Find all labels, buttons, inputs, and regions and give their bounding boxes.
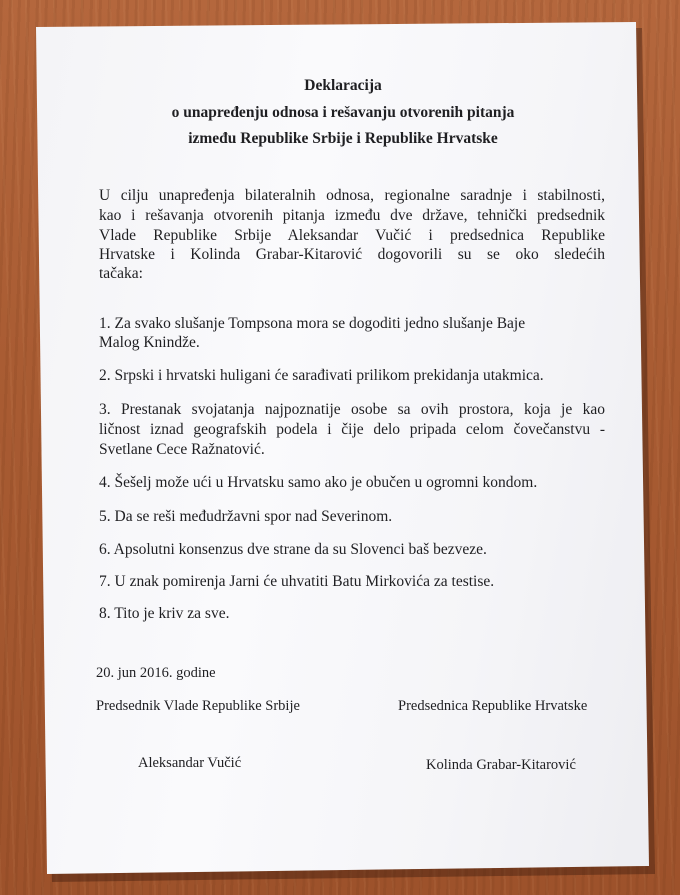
document-title: Deklaracija xyxy=(304,77,382,94)
intro-line-1: U cilju unapređenja bilateralnih odnosa, regionalne saradnje i stabilnosti, xyxy=(99,187,605,204)
point-7: 7. U znak pomirenja Jarni će uhvatiti Batu Mirkovića za testise. xyxy=(99,573,495,590)
point-1-line-1: 1. Za svako slušanje Tompsona mora se dogoditi jedno slušanje Baje xyxy=(99,315,526,332)
point-8: 8. Tito je kriv za sve. xyxy=(99,605,230,622)
point-3-line-1: 3. Prestanak svojatanja najpoznatije osobe sa ovih prostora, koja je kao xyxy=(99,401,605,418)
document-subtitle-line-1: o unapređenju odnosa i rešavanju otvorenih pitanja xyxy=(171,104,515,121)
point-3-line-3: Svetlane Cece Ražnatović. xyxy=(99,441,265,458)
signatory-left-name: Aleksandar Vučić xyxy=(138,755,242,771)
intro-line-2: kao i rešavanja otvorenih pitanja između dve države, tehnički predsednik xyxy=(99,207,605,224)
point-4: 4. Šešelj može ući u Hrvatsku samo ako je obučen u ogromni kondom. xyxy=(99,474,538,491)
signatory-left-role: Predsednik Vlade Republike Srbije xyxy=(96,698,300,714)
point-3-line-2: ličnost iznad geografskih podela i čije delo pripada celom čovečanstvu - xyxy=(99,421,605,438)
point-5: 5. Da se reši međudržavni spor nad Severinom. xyxy=(99,508,393,525)
point-1-line-2: Malog Knindže. xyxy=(99,334,200,351)
document-subtitle-line-2: između Republike Srbije i Republike Hrvatske xyxy=(188,130,498,147)
intro-line-5: tačaka: xyxy=(99,265,143,282)
signatory-right-role: Predsednica Republike Hrvatske xyxy=(398,698,588,714)
document-date: 20. jun 2016. godine xyxy=(96,665,216,681)
signatory-right-name: Kolinda Grabar-Kitarović xyxy=(426,757,576,773)
point-6: 6. Apsolutni konsenzus dve strane da su Slovenci baš bezveze. xyxy=(99,541,487,558)
point-2: 2. Srpski i hrvatski huligani će sarađivati prilikom prekidanja utakmica. xyxy=(99,367,544,384)
intro-line-3: Vlade Republike Srbije Aleksandar Vučić i predsednica Republike xyxy=(99,227,605,244)
intro-line-4: Hrvatske i Kolinda Grabar-Kitarović dogovorili su se oko sledećih xyxy=(99,246,605,263)
